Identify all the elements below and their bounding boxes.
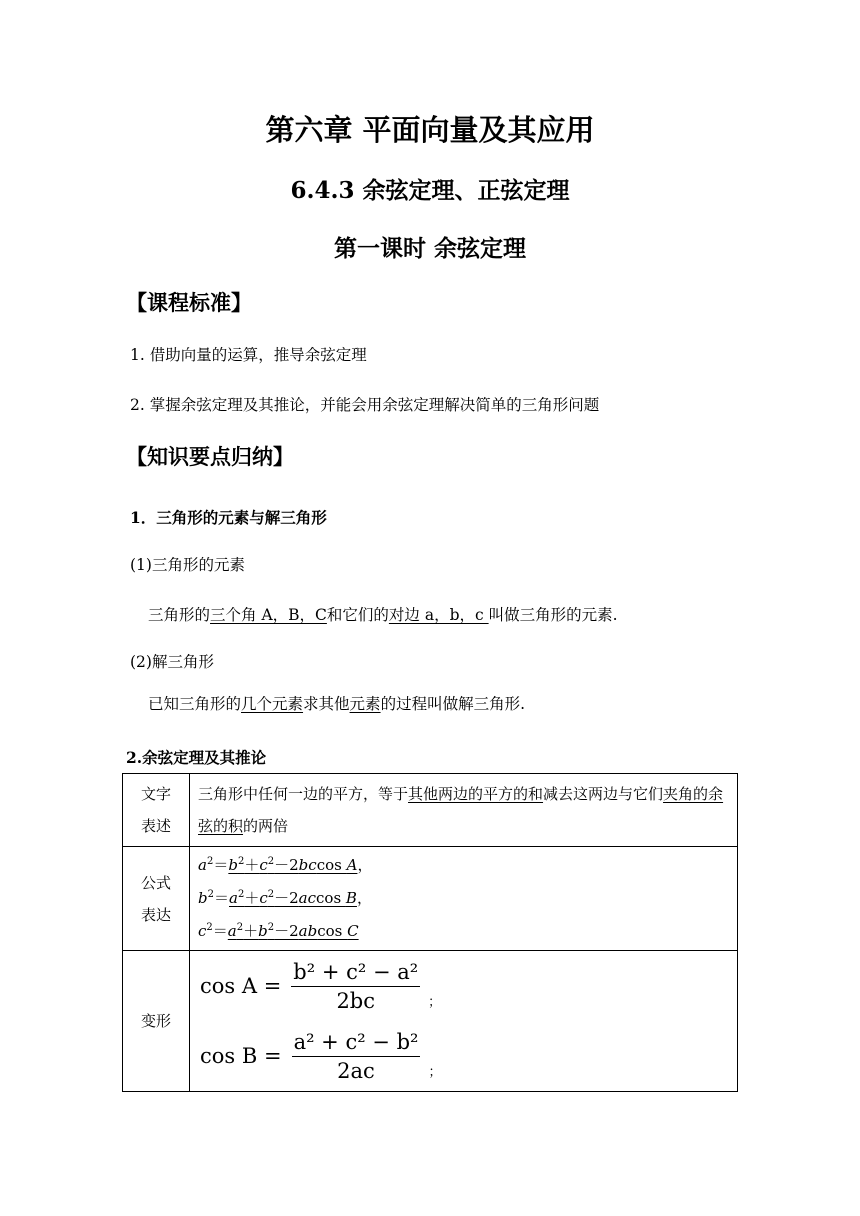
formula-lhs: c (198, 922, 207, 940)
cosA-formula (200, 951, 731, 1021)
formula-a: $a^2=b^2+c^2-2bccos$ A， (198, 856, 373, 874)
label-line: 公式 (140, 873, 171, 892)
denominator: 2ac (337, 1058, 375, 1083)
lesson-title: 第一课时 余弦定理 (333, 235, 526, 262)
formula-lhs: a (198, 856, 207, 874)
point1-sub2-title: (2)解三角形 (130, 653, 214, 671)
text-run: 的过程叫做解三角形. (380, 695, 525, 713)
text-run: 减去这两边与它们 (543, 785, 664, 803)
point1-title: 1．三角形的元素与解三角形 (130, 508, 327, 527)
table-row (123, 847, 738, 951)
standards-heading: 【课程标准】 (126, 291, 252, 315)
fraction (291, 960, 420, 1013)
row-label-variant: 变形 (123, 951, 190, 1092)
cosB-formula (200, 1021, 731, 1091)
underlined-term-angles: 三个角 A，B，C (210, 606, 327, 624)
section-title: 6.4.3 余弦定理、正弦定理 (290, 177, 570, 204)
table-row (123, 774, 738, 847)
text-run: 求其他 (303, 695, 350, 713)
chapter-title: 第六章 平面向量及其应用 (265, 113, 595, 147)
text-run: 的两倍 (243, 817, 289, 835)
underlined-term-elements: 几个元素 (241, 695, 304, 713)
point1-sub1-title: (1)三角形的元素 (130, 556, 245, 574)
text-run: 三角形的 (148, 606, 211, 624)
underlined-term-element: 元素 (349, 695, 381, 713)
formula-lhs: cos A = (200, 974, 282, 998)
label-line: 文字 (140, 785, 171, 803)
denominator: 2bc (336, 988, 376, 1013)
point1-sub2-text (148, 692, 525, 714)
point2-title: 2.余弦定理及其推论 (126, 748, 267, 767)
text-run: 已知三角形的 (148, 695, 242, 713)
numerator: a² + c² − b² (292, 1030, 421, 1057)
knowledge-heading: 【知识要点归纳】 (126, 445, 294, 469)
formula-lhs: b (198, 889, 208, 907)
underlined-term-sides: 对边 a，b，c (388, 606, 489, 624)
label-line: 表达 (140, 905, 171, 924)
formula-lhs: cos B = (200, 1044, 282, 1068)
formula-b: $b^2=a^2+c^2-2accos$ B， (198, 889, 372, 907)
comma: ， (356, 889, 372, 907)
semicolon: ； (428, 1064, 442, 1080)
numerator: b² + c² − a² (291, 960, 420, 987)
row-content-formula (190, 847, 738, 951)
formula-c: $c^2=a^2+b^2-2abcos$ C (198, 922, 359, 940)
text-run: 叫做三角形的元素. (488, 606, 618, 624)
text-run: 和它们的 (326, 606, 389, 624)
fraction (292, 1030, 421, 1083)
row-content-statement (190, 774, 738, 847)
underlined-term-sum-squares: 其他两边的平方的和 (408, 785, 544, 803)
label-line: 表述 (140, 817, 171, 835)
row-content-variant (190, 951, 738, 1092)
point1-sub1-text (148, 603, 618, 625)
text-run: 三角形中任何一边的平方，等于 (198, 785, 409, 803)
standard-item-1: 1. 借助向量的运算，推导余弦定理 (130, 346, 367, 364)
row-label-statement (123, 774, 190, 847)
standard-item-2: 2. 掌握余弦定理及其推论，并能会用余弦定理解决简单的三角形问题 (130, 396, 600, 414)
semicolon: ； (428, 994, 442, 1010)
row-label-formula (123, 847, 190, 951)
comma: ， (357, 856, 373, 874)
cosine-law-table (122, 773, 738, 1092)
table-row (123, 951, 738, 1092)
underlined-term-cosine-product: 夹角的余弦的积 (198, 785, 724, 835)
